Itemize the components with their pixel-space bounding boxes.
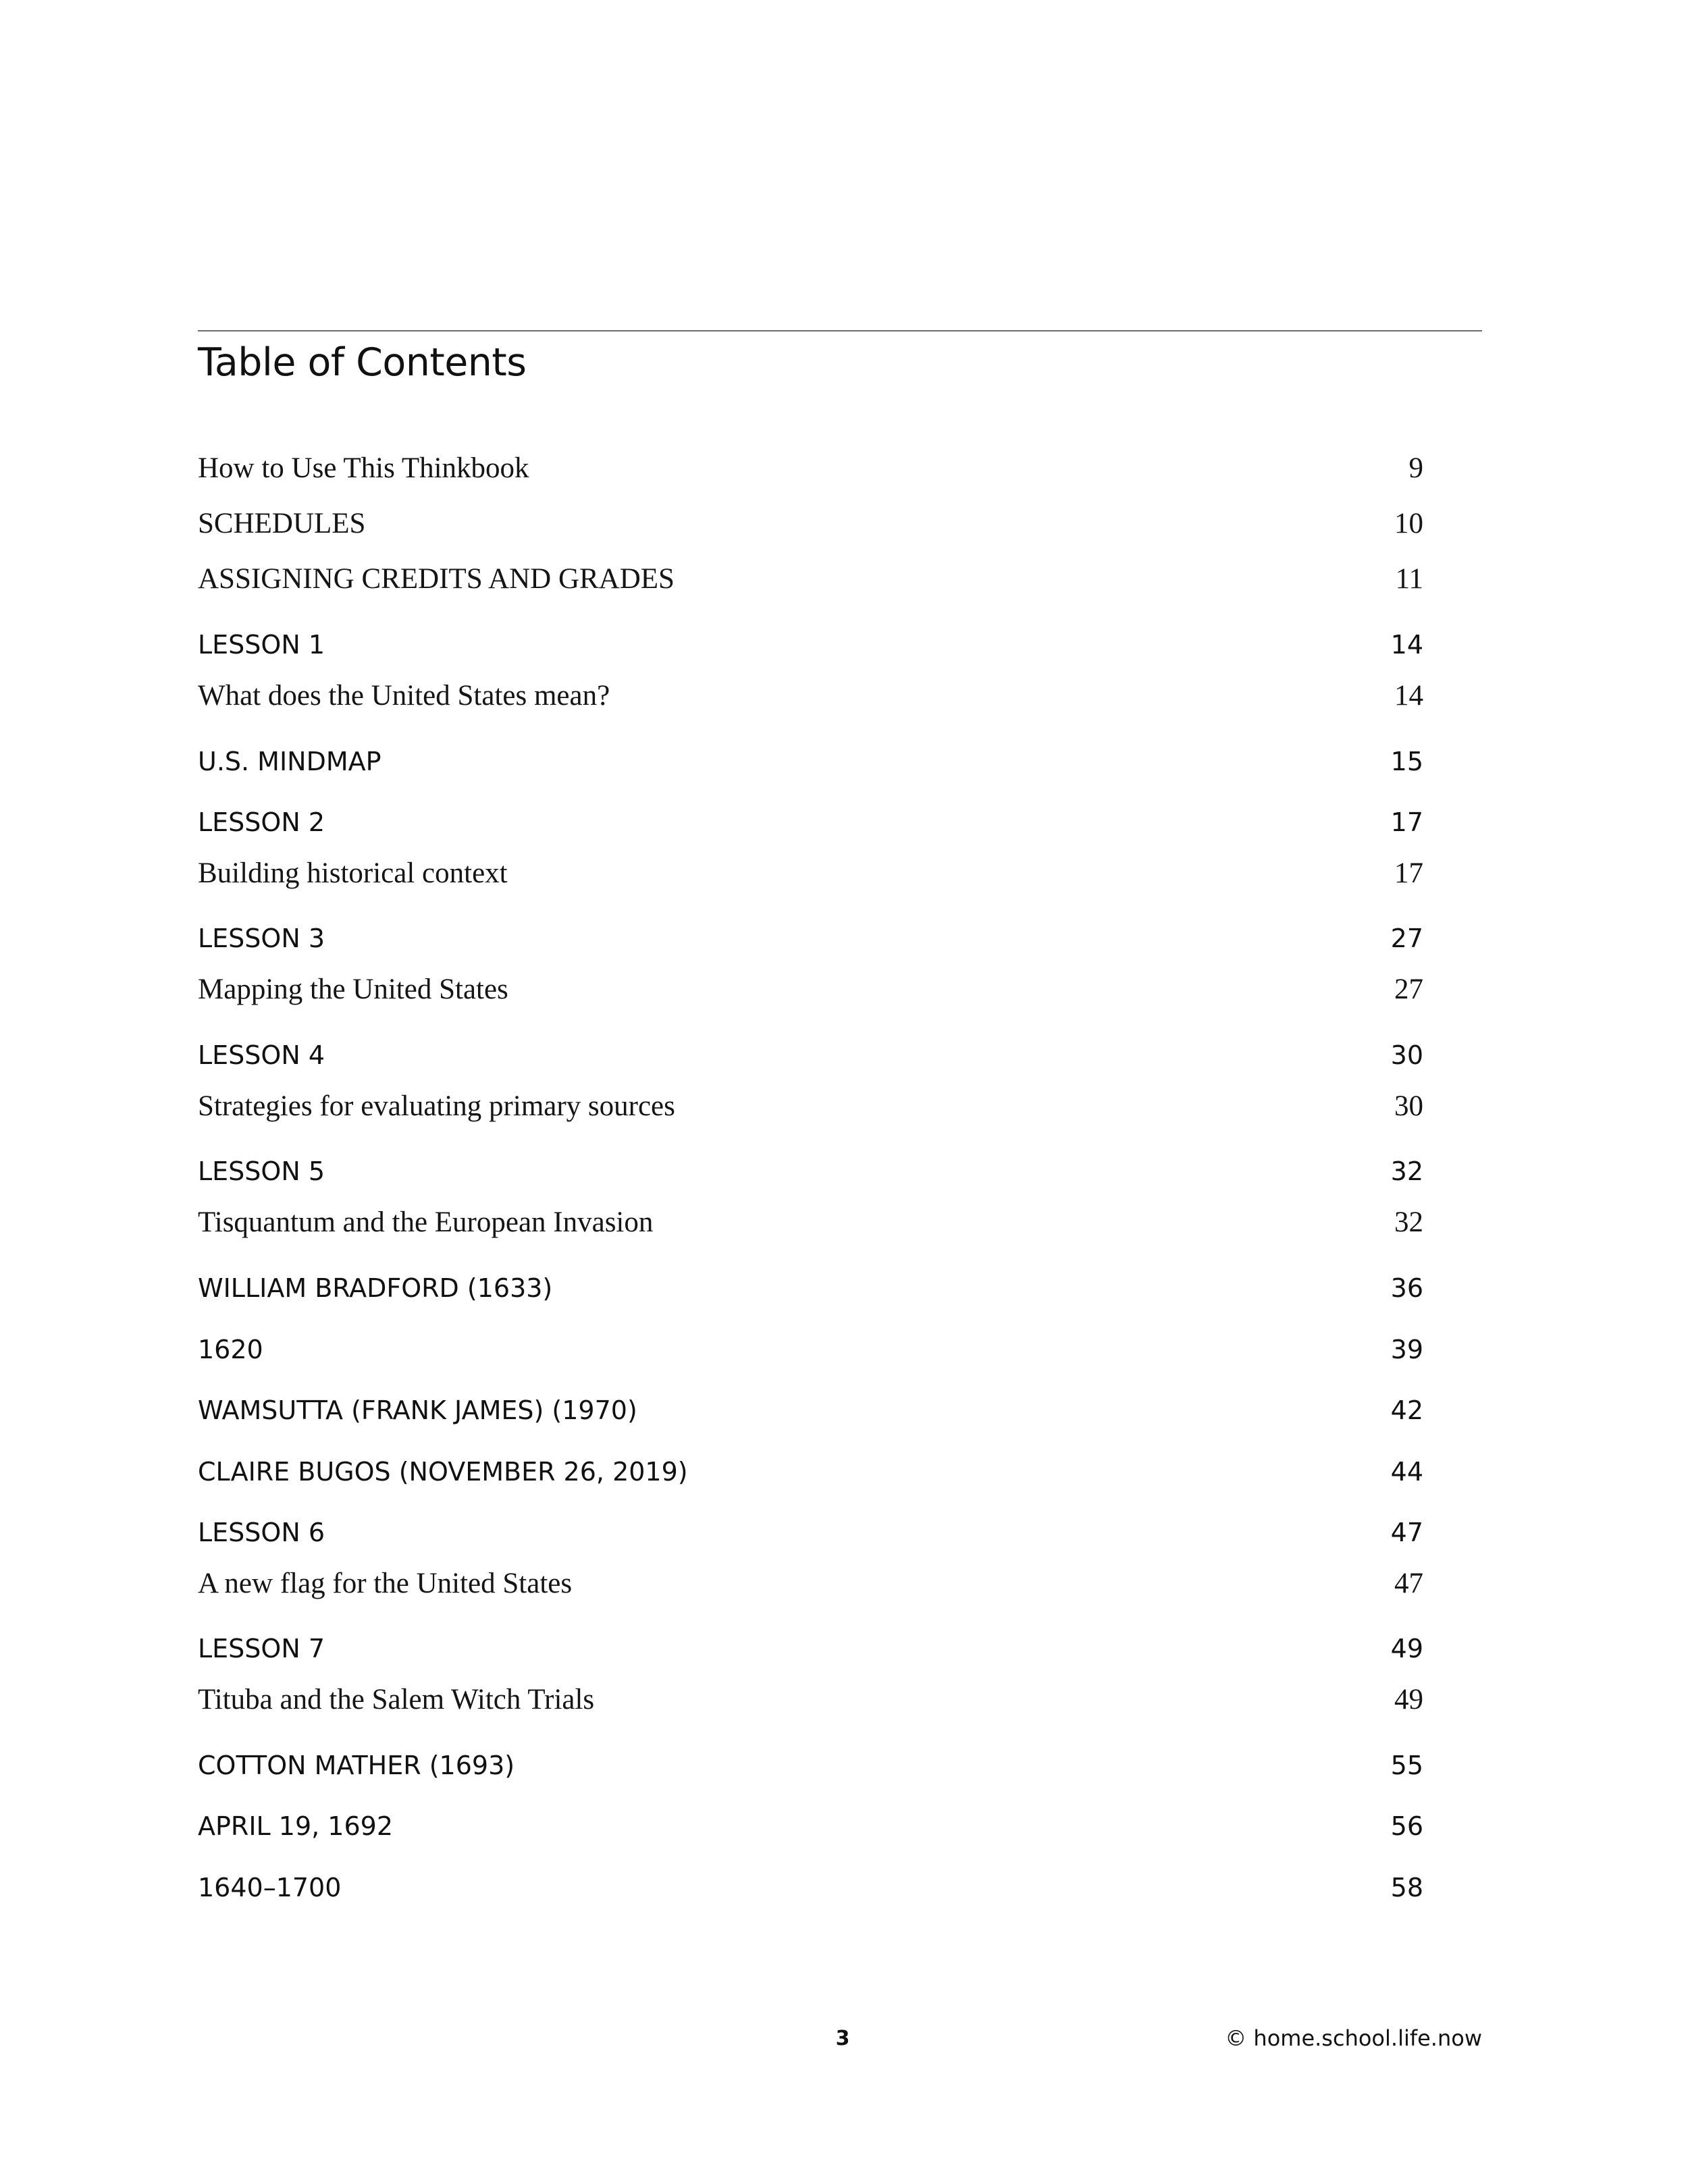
toc-entry-label: LESSON 6: [198, 1518, 325, 1547]
toc-entry-label: Tituba and the Salem Witch Trials: [198, 1683, 595, 1715]
toc-entry[interactable]: [198, 1805, 1423, 1848]
toc-entry-label: Tisquantum and the European Invasion: [198, 1206, 654, 1238]
toc-entry-page: 14: [1394, 679, 1423, 712]
page-title: Table of Contents: [198, 340, 527, 385]
toc-entry-page: 11: [1395, 562, 1423, 595]
toc-entry[interactable]: [198, 740, 1423, 783]
toc-entry-page: 44: [1390, 1457, 1423, 1487]
toc-entry-label: Mapping the United States: [198, 973, 508, 1005]
toc-entry-page: 49: [1390, 1634, 1423, 1663]
toc-entry-page: 55: [1390, 1751, 1423, 1780]
toc-entry-label: A new flag for the United States: [198, 1567, 573, 1599]
toc-entry-page: 32: [1394, 1206, 1423, 1238]
toc-entry[interactable]: [198, 1200, 1423, 1244]
toc-entry-page: 10: [1394, 507, 1423, 539]
toc-entry-label: SCHEDULES: [198, 507, 366, 539]
copyright-notice: © home.school.life.now: [1225, 2025, 1482, 2051]
toc-entry[interactable]: [198, 1627, 1423, 1670]
toc-entry[interactable]: [198, 1389, 1423, 1432]
toc-entry[interactable]: [198, 967, 1423, 1011]
toc-entry[interactable]: [198, 1450, 1423, 1493]
toc-entry-label: APRIL 19, 1692: [198, 1811, 393, 1841]
header-rule: [198, 330, 1482, 331]
toc-entry[interactable]: [198, 1034, 1423, 1077]
toc-entry-page: 14: [1390, 630, 1423, 660]
toc-entry-label: LESSON 2: [198, 807, 325, 837]
toc-entry-page: 17: [1390, 807, 1423, 837]
toc-entry[interactable]: [198, 446, 1423, 489]
toc-entry[interactable]: [198, 1678, 1423, 1721]
toc-entry-page: 9: [1408, 452, 1423, 484]
toc-entry[interactable]: [198, 623, 1423, 666]
toc-entry[interactable]: [198, 557, 1423, 600]
toc-entry-label: Strategies for evaluating primary sources: [198, 1090, 675, 1122]
page-number: 3: [835, 2027, 850, 2050]
toc-entry-page: 56: [1390, 1811, 1423, 1841]
toc-entry-label: LESSON 5: [198, 1156, 325, 1186]
toc-entry-label: 1640–1700: [198, 1873, 342, 1902]
toc-entry-label: 1620: [198, 1335, 263, 1364]
toc-entry[interactable]: [198, 674, 1423, 717]
toc-entry-label: ASSIGNING CREDITS AND GRADES: [198, 562, 675, 595]
toc-entry-label: How to Use This Thinkbook: [198, 452, 529, 484]
toc-entry[interactable]: [198, 502, 1423, 545]
toc-entry-label: LESSON 3: [198, 924, 325, 953]
toc-entry-page: 39: [1390, 1335, 1423, 1364]
toc-entry-label: U.S. MINDMAP: [198, 747, 381, 776]
toc-entry-page: 42: [1390, 1395, 1423, 1425]
toc-entry[interactable]: [198, 1150, 1423, 1193]
toc-entry-page: 49: [1394, 1683, 1423, 1715]
toc-entry[interactable]: [198, 851, 1423, 895]
toc-entry[interactable]: [198, 801, 1423, 844]
toc-entry-page: 47: [1394, 1567, 1423, 1599]
toc-entry-page: 58: [1390, 1873, 1423, 1902]
toc-entry-label: What does the United States mean?: [198, 679, 610, 712]
toc-entry-page: 30: [1390, 1040, 1423, 1070]
toc-entry-label: WAMSUTTA (FRANK JAMES) (1970): [198, 1395, 637, 1425]
toc-entry[interactable]: [198, 1267, 1423, 1310]
toc-entry-page: 36: [1390, 1273, 1423, 1303]
toc-entry-label: CLAIRE BUGOS (NOVEMBER 26, 2019): [198, 1457, 688, 1487]
toc-entry-label: WILLIAM BRADFORD (1633): [198, 1273, 553, 1303]
toc-entry[interactable]: [198, 1866, 1423, 1909]
toc-entry-label: Building historical context: [198, 857, 508, 889]
toc-entry-page: 27: [1394, 973, 1423, 1005]
toc-entry-page: 32: [1390, 1156, 1423, 1186]
toc-entry-page: 47: [1390, 1518, 1423, 1547]
toc-entry[interactable]: [198, 1084, 1423, 1127]
toc-entry-label: LESSON 7: [198, 1634, 325, 1663]
toc-entry-label: LESSON 4: [198, 1040, 325, 1070]
toc-entry[interactable]: [198, 1511, 1423, 1554]
toc-entry-page: 15: [1390, 747, 1423, 776]
toc-entry[interactable]: [198, 1562, 1423, 1605]
toc-entry-page: 17: [1394, 857, 1423, 889]
toc-entry-page: 30: [1394, 1090, 1423, 1122]
toc-entry-label: COTTON MATHER (1693): [198, 1751, 515, 1780]
toc-entry-page: 27: [1390, 924, 1423, 953]
toc-entry[interactable]: [198, 1744, 1423, 1787]
toc-entry[interactable]: [198, 917, 1423, 960]
toc-entry-label: LESSON 1: [198, 630, 325, 660]
toc-entry[interactable]: [198, 1328, 1423, 1371]
